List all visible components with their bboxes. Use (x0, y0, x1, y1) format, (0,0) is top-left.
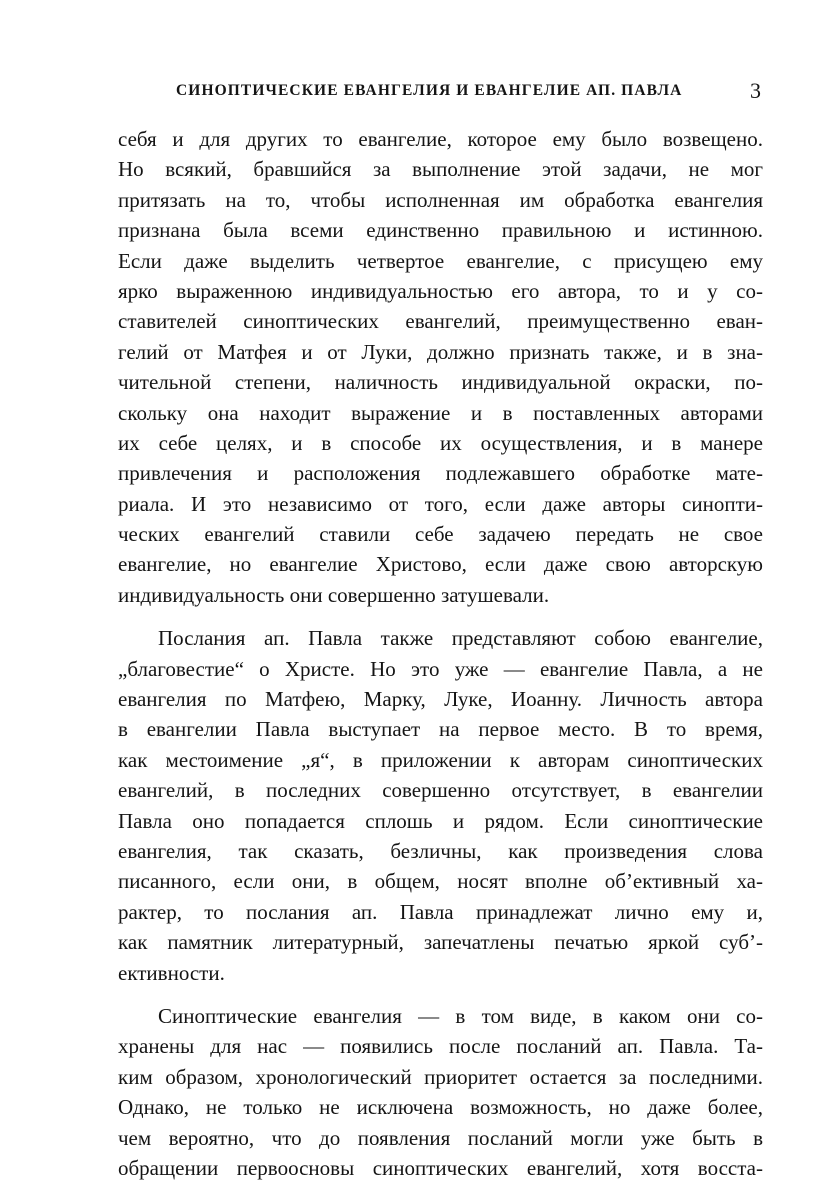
text-line: ярко выраженною индивидуальностью его автора, то и у со- (118, 278, 763, 303)
text-line: евангелия, так сказать, безличны, как произведения слова (118, 838, 763, 863)
text-line: хранены для нас — появились после посланий ап. Павла. Та- (118, 1034, 763, 1059)
text-line: в евангелии Павла выступает на первое место. В то время, (118, 717, 763, 742)
text-line: ективности. (118, 960, 225, 985)
running-title: СИНОПТИЧЕСКИЕ ЕВАНГЕЛИЯ И ЕВАНГЕЛИЕ АП. ПАВЛА (176, 82, 683, 99)
text-line: евангелие, но евангелие Христово, если даже свою авторскую (118, 552, 763, 577)
text-line: индивидуальность они совершенно затушевали. (118, 582, 550, 607)
text-line: писанного, если они, в общем, носят вполне об’ективный ха- (118, 869, 763, 894)
paragraph-2 (118, 623, 763, 988)
text-line: Однако, не только не исключена возможность, но даже более, (118, 1095, 763, 1120)
text-line: ким образом, хронологический приоритет остается за последними. (118, 1064, 763, 1089)
page-number: 3 (750, 78, 761, 103)
text-line: скольку она находит выражение и в поставленных авторами (118, 400, 763, 425)
text-line: признана была всеми единственно правильною и истинною. (118, 218, 763, 243)
text-line: привлечения и расположения подлежавшего обработке мате- (118, 461, 763, 486)
body-text (118, 124, 763, 1183)
text-line: чем вероятно, что до появления посланий могли уже быть в (118, 1125, 763, 1150)
text-line: „благовестие“ о Христе. Но это уже — евангелие Павла, а не (118, 656, 763, 681)
text-line: гелий от Матфея и от Луки, должно признать также, и в зна- (118, 339, 763, 364)
paragraph-1 (118, 124, 763, 610)
text-line: Павла оно попадается сплошь и рядом. Если синоптические (118, 808, 763, 833)
text-line: евангелия по Матфею, Марку, Луке, Иоанну. Личность автора (118, 687, 763, 712)
text-line: рактер, то послания ап. Павла принадлежат лично ему и, (118, 899, 763, 924)
text-line: Синоптические евангелия — в том виде, в каком они со- (158, 1003, 763, 1028)
text-line: Послания ап. Павла также представляют собою евангелие, (158, 626, 763, 651)
text-line: как памятник литературный, запечатлены печатью яркой суб’- (118, 930, 763, 955)
text-line: ческих евангелий ставили себе задачею передать не свое (118, 522, 763, 547)
text-line: как местоимение „я“, в приложении к авторам синоптических (118, 747, 763, 772)
text-line: риала. И это независимо от того, если даже авторы синопти- (118, 491, 763, 516)
text-line: их себе целях, и в способе их осуществления, и в манере (118, 430, 763, 455)
text-line: себя и для других то евангелие, которое ему было возвещено. (118, 127, 763, 151)
running-header (118, 80, 763, 110)
text-line: чительной степени, наличность индивидуальной окраски, по- (118, 370, 763, 395)
text-line: обращении первоосновы синоптических евангелий, хотя восста- (118, 1155, 763, 1180)
text-line: евангелий, в последних совершенно отсутствует, в евангелии (118, 778, 763, 803)
text-line: ставителей синоптических евангелий, преимущественно еван- (118, 309, 763, 334)
text-line: притязать на то, чтобы исполненная им обработка евангелия (118, 187, 763, 212)
text-line: Но всякий, бравшийся за выполнение этой задачи, не мог (118, 157, 763, 182)
paragraph-3 (118, 1001, 763, 1183)
text-line: Если даже выделить четвертое евангелие, с присущею ему (118, 248, 763, 273)
